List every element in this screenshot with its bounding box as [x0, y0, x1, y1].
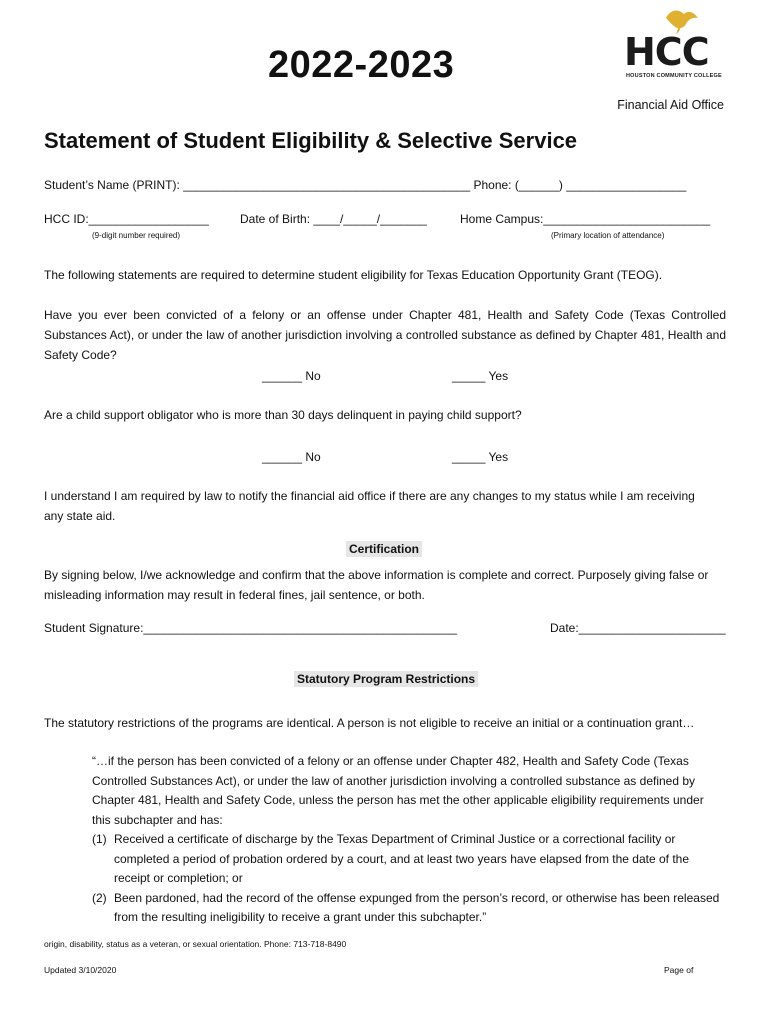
felony-yes-option[interactable]: _____ Yes [452, 369, 509, 383]
logo-subtext: HOUSTON COMMUNITY COLLEGE [626, 73, 722, 79]
year-heading: 2022-2023 [268, 44, 455, 86]
list-item-text: Been pardoned, had the record of the offense expunged from the person’s record, or otherwise has been released from the resulting ineligibility to receive a grant under this subchapter.” [114, 890, 720, 924]
list-item [92, 889, 724, 928]
hcc-id-field[interactable]: HCC ID:__________________ [44, 212, 209, 226]
question-felony: Have you ever been convicted of a felony or an offense under Chapter 481, Health and Safety Code (Texas Controlled Substances Act), or under the law of another jurisdiction involving a controlled substance as defined by Chapter 481, Health and Safety Code? [44, 308, 726, 362]
signature-date-field[interactable]: Date:______________________ [550, 621, 726, 635]
certification-text: By signing below, I/we acknowledge and confirm that the above information is complete and correct. Purposely giving false or misleading information may result in federal fines, jail sentence, or both. [44, 568, 709, 602]
intro-statement: The following statements are required to determine student eligibility for Texas Education Opportunity Grant (TEOG). [44, 268, 663, 282]
certification-heading: Certification [346, 541, 422, 557]
question-child-support: Are a child support obligator who is more than 30 days delinquent in paying child support? [44, 408, 522, 422]
notify-statement: I understand I am required by law to notify the financial aid office if there are any changes to my status while I am receiving any state aid. [44, 489, 695, 523]
list-item-number: (1) [92, 832, 107, 846]
restrictions-quote: “…if the person has been convicted of a felony or an offense under Chapter 482, Health and Safety Code (Texas Controlled Substances Act), or under the law of another jurisdiction involving a controlled substance as defined by Chapter 481, Health and Safety Code, unless the person has met the other applicable eligibility requirements under this subchapter and has: [92, 754, 704, 827]
student-signature-field[interactable]: Student Signature:_______________________________________________ [44, 621, 458, 635]
home-campus-field[interactable]: Home Campus:_________________________ [460, 212, 711, 226]
nondiscrimination-notice: origin, disability, status as a veteran, or sexual orientation. Phone: 713-718-8490 [44, 939, 347, 949]
office-label: Financial Aid Office [617, 98, 724, 112]
felony-no-option[interactable]: ______ No [262, 369, 321, 383]
logo-wordmark: HCC [624, 30, 709, 74]
hcc-id-note: (9-digit number required) [92, 231, 181, 240]
updated-date: Updated 3/10/2020 [44, 965, 117, 975]
list-item-number: (2) [92, 890, 107, 905]
list-item [92, 830, 724, 889]
list-item-text: Received a certificate of discharge by the Texas Department of Criminal Justice or a correctional facility or completed a period of probation ordered by a court, and at least two years have elapsed from the date of the receipt or completion; or [114, 832, 690, 885]
child-support-no-option[interactable]: ______ No [262, 450, 321, 464]
form-title: Statement of Student Eligibility & Selective Service [44, 128, 578, 153]
restrictions-intro: The statutory restrictions of the programs are identical. A person is not eligible to receive an initial or a continuation grant… [44, 716, 695, 730]
restrictions-heading: Statutory Program Restrictions [294, 671, 478, 687]
child-support-yes-option[interactable]: _____ Yes [452, 450, 509, 464]
page-number: Page of [664, 965, 694, 975]
restrictions-list [92, 830, 724, 928]
date-of-birth-field[interactable]: Date of Birth: ____/_____/_______ [240, 212, 427, 226]
home-campus-note: (Primary location of attendance) [551, 231, 665, 240]
student-name-phone-field[interactable]: Student’s Name (PRINT): ___________________________________________ Phone: (______) __________________ [44, 178, 687, 192]
